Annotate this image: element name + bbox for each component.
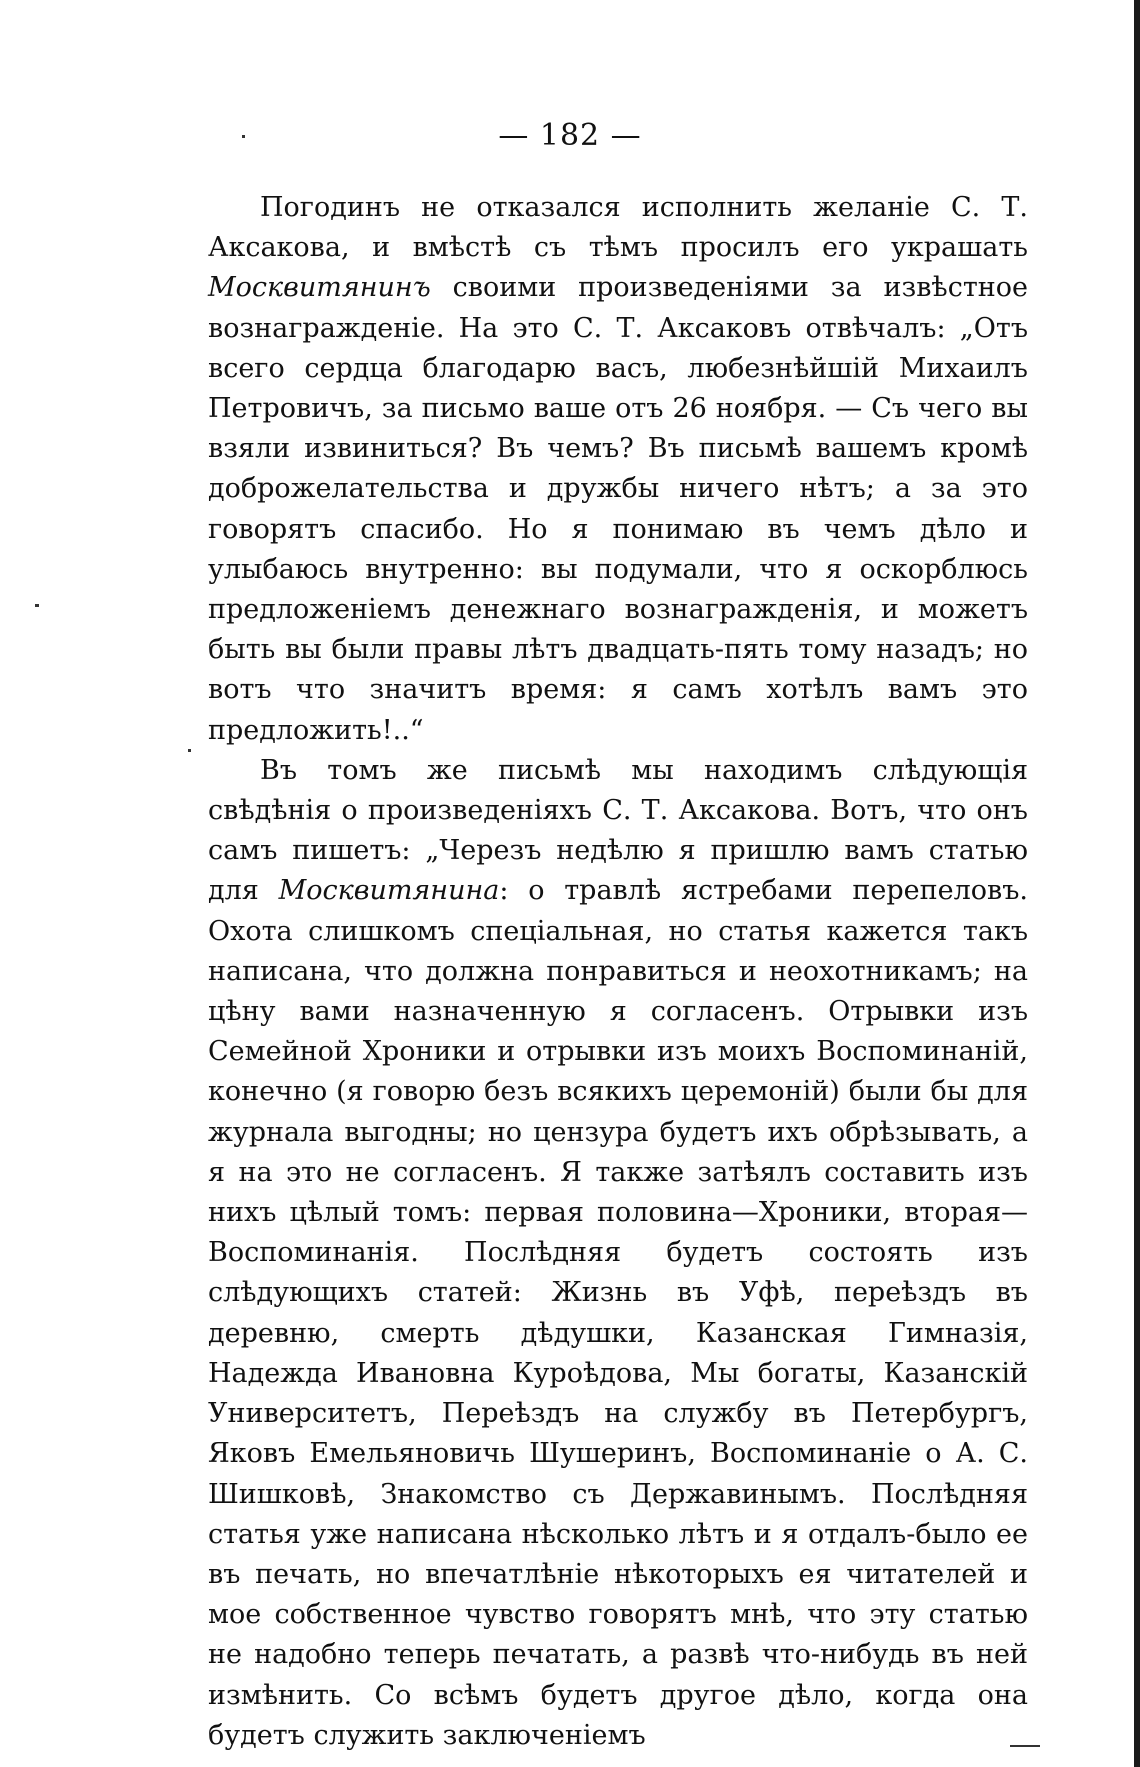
paragraph-1-text-a: Погодинъ не отказался исполнить желаніе С. Т. Аксакова, и вмѣстѣ съ тѣмъ просилъ его украшать: [208, 192, 1028, 264]
scan-speck: [188, 749, 191, 752]
page-number: — 182 —: [498, 118, 642, 153]
paragraph-1-text-b: своими произведеніями за извѣстное вознагражденіе. На это С. Т. Аксаковъ отвѣчалъ: „Отъ всего сердца благодарю васъ, любезнѣйшій Михаилъ Петровичъ, за письмо ваше отъ 26 ноября. — Съ чего вы взяли извиниться? Въ чемъ? Въ письмѣ вашемъ кромѣ доброжелательства и дружбы ничего нѣтъ; а за это говорятъ спасибо. Но я понимаю въ чемъ дѣло и улыбаюсь внутренно: вы подумали, что я оскорблюсь предложеніемъ денежнаго вознагражденія, и можетъ быть вы были правы лѣтъ двадцать-пять тому назадъ; но вотъ что значитъ время: я самъ хотѣлъ вамъ это предложить!..“: [208, 272, 1028, 746]
page-edge: [1134, 0, 1140, 1767]
page-body: [208, 188, 1028, 1756]
paragraph-2-text-b: : о травлѣ ястребами перепеловъ. Охота слишкомъ спеціальная, но статья кажется такъ написана, что должна понравиться и неохотникамъ; на цѣну вами назначенную я согласенъ. Отрывки изъ Семейной Хроники и отрывки изъ моихъ Воспоминаній, конечно (я говорю безъ всякихъ церемоній) были бы для журнала выгодны; но цензура будетъ ихъ обрѣзывать, а я на это не согласенъ. Я также затѣялъ составить изъ нихъ цѣлый томъ: первая половина—Хроники, вторая—Воспоминанія. Послѣдняя будетъ состоять изъ слѣдующихъ статей: Жизнь въ Уфѣ, переѣздъ въ деревню, смерть дѣдушки, Казанская Гимназія, Надежда Ивановна Куроѣдова, Мы богаты, Казанскій Университетъ, Переѣздъ на службу въ Петербургъ, Яковъ Емельяновичь Шушеринъ, Воспоминаніе о А. С. Шишковѣ, Знакомство съ Державинымъ. Послѣдняя статья уже написана нѣсколько лѣтъ и я отдалъ-было ее въ печать, но впечатлѣніе нѣкоторыхъ ея читателей и мое собственное чувство говорятъ мнѣ, что эту статью не надобно теперь печатать, а развѣ что-нибудь въ ней измѣнить. Со всѣмъ будетъ другое дѣло, когда она будетъ служить заключеніемъ: [208, 875, 1028, 1751]
paragraph-2-text-a: Въ томъ же письмѣ мы находимъ слѣдующія свѣдѣнія о произведеніяхъ С. Т. Аксакова. Вотъ, что онъ самъ пишетъ: „Черезъ недѣлю я пришлю вамъ статью для: [208, 754, 1028, 907]
scan-speck: [35, 604, 39, 607]
scan-speck: [1010, 1745, 1040, 1747]
journal-title-italic: Москвитянинъ: [208, 272, 431, 304]
scan-speck: [242, 135, 245, 138]
paragraph-1: [208, 188, 1028, 751]
paragraph-2: [208, 751, 1028, 1756]
journal-title-italic-2: Москвитянина: [278, 875, 500, 907]
